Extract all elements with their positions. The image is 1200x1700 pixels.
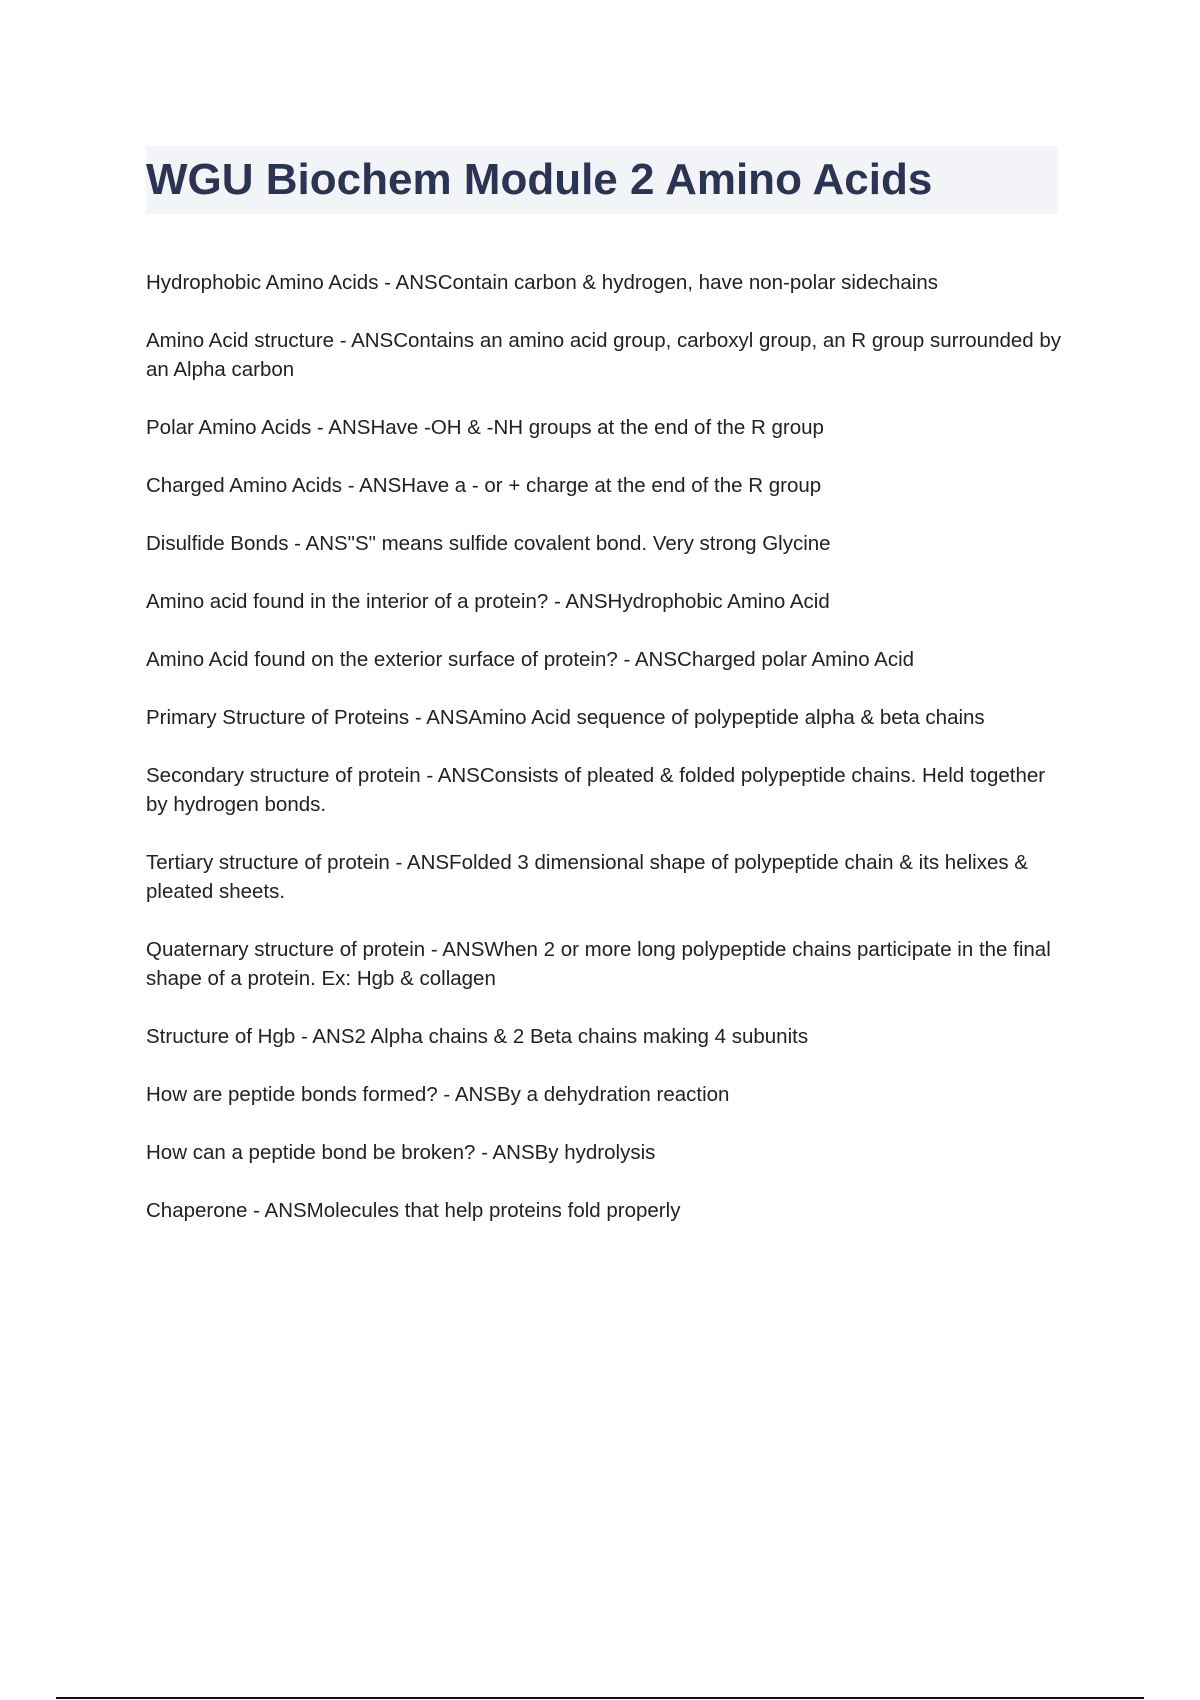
title-banner (146, 146, 1058, 214)
qa-entry: Amino Acid structure - ANSContains an amino acid group, carboxyl group, an R group surrounded by an Alpha carbon (146, 329, 1062, 381)
qa-list (146, 268, 1066, 1254)
qa-entry: Tertiary structure of protein - ANSFolded 3 dimensional shape of polypeptide chain & its helixes & pleated sheets. (146, 851, 1028, 903)
qa-entry: Quaternary structure of protein - ANSWhen 2 or more long polypeptide chains participate in the final shape of a protein. Ex: Hgb & collagen (146, 938, 1051, 990)
qa-entry: How are peptide bonds formed? - ANSBy a dehydration reaction (146, 1083, 730, 1106)
qa-entry: Amino Acid found on the exterior surface of protein? - ANSCharged polar Amino Acid (146, 648, 915, 671)
qa-entry: Amino acid found in the interior of a protein? - ANSHydrophobic Amino Acid (146, 590, 830, 613)
qa-entry: Secondary structure of protein - ANSConsists of pleated & folded polypeptide chains. Held together by hydrogen bonds. (146, 764, 1046, 816)
page-title: WGU Biochem Module 2 Amino Acids (146, 155, 933, 204)
qa-entry: Chaperone - ANSMolecules that help proteins fold properly (146, 1199, 681, 1222)
page-bottom-divider (56, 1697, 1144, 1699)
qa-entry: Disulfide Bonds - ANS"S" means sulfide covalent bond. Very strong Glycine (146, 532, 831, 555)
qa-entry: How can a peptide bond be broken? - ANSBy hydrolysis (146, 1141, 656, 1164)
qa-entry: Polar Amino Acids - ANSHave -OH & -NH groups at the end of the R group (146, 416, 824, 439)
qa-entry: Structure of Hgb - ANS2 Alpha chains & 2 Beta chains making 4 subunits (146, 1025, 809, 1048)
qa-entry: Primary Structure of Proteins - ANSAmino Acid sequence of polypeptide alpha & beta chains (146, 706, 985, 729)
qa-entry: Charged Amino Acids - ANSHave a - or + charge at the end of the R group (146, 474, 822, 497)
qa-entry: Hydrophobic Amino Acids - ANSContain carbon & hydrogen, have non-polar sidechains (146, 271, 938, 294)
